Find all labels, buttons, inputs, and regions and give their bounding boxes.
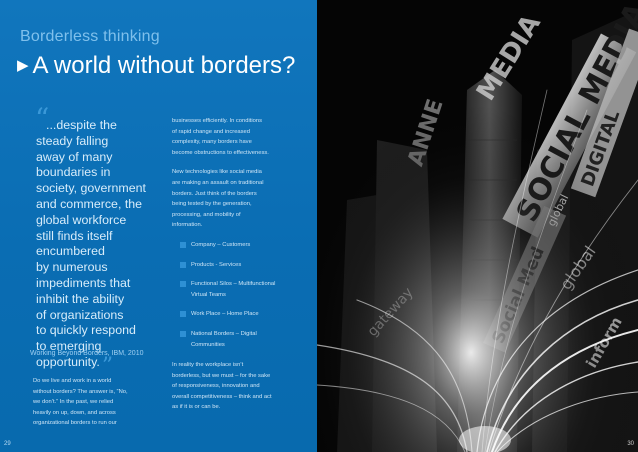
quote-attribution: Working Beyond Borders, IBM, 2010 <box>30 350 144 357</box>
body-line: Do we live and work in a world <box>33 378 112 384</box>
paragraph-2 <box>172 167 302 231</box>
quote-line: boundaries in <box>36 165 111 180</box>
list-item-text: Virtual Teams <box>191 291 226 298</box>
body-line: overall competitiveness – think and act <box>172 393 272 400</box>
body-line: In reality the workplace isn’t <box>172 362 244 369</box>
section-kicker: Borderless thinking <box>20 28 160 45</box>
photo-illustration <box>317 0 638 452</box>
body-line: processing, and mobility of <box>172 211 241 218</box>
body-line: complexity, many borders have <box>172 139 252 146</box>
quote-line: still finds itself <box>36 228 113 243</box>
social-media-cityscape-photo <box>317 0 638 452</box>
play-arrow-icon: ▶ <box>17 57 29 74</box>
quote-line: to emerging <box>36 339 102 354</box>
border-list <box>172 240 302 350</box>
quote-line: away of many <box>36 149 113 164</box>
list-item <box>172 309 302 320</box>
middle-column <box>172 116 302 422</box>
bullet-square-icon <box>180 311 186 317</box>
quote-line: impediments that <box>36 275 131 290</box>
body-line: being tested by the generation, <box>172 201 252 208</box>
body-line: we don’t.” In the past, we relied <box>33 399 114 406</box>
body-line: without borders? The answer is, “No, <box>33 388 128 395</box>
body-line: as if it is or can be. <box>172 404 221 411</box>
list-item-text: National Borders – Digital <box>191 330 257 337</box>
list-item <box>172 329 302 350</box>
quote-last-text: opportunity. <box>36 354 100 369</box>
pull-quote <box>35 102 174 379</box>
page-title-text: A world without borders? <box>32 52 296 79</box>
quote-line: to quickly respond <box>36 323 136 338</box>
list-item-text: Communities <box>191 341 225 348</box>
paragraph-1 <box>172 116 302 158</box>
body-line: organizational borders to run our <box>33 420 117 427</box>
quote-line: ...despite the <box>46 118 117 132</box>
list-item <box>172 240 302 251</box>
bullet-square-icon <box>180 331 186 337</box>
left-body-text <box>33 376 165 429</box>
quote-line: global workforce <box>36 212 127 227</box>
list-item-text: Work Place – Home Place <box>191 311 259 318</box>
list-item <box>172 279 302 300</box>
bullet-square-icon <box>180 281 186 287</box>
quote-line: encumbered <box>36 244 105 259</box>
body-line: information. <box>172 222 203 229</box>
page-title <box>17 52 295 80</box>
body-line: heavily on up, down, and across <box>33 409 116 416</box>
body-line: borders. Just think of the borders <box>172 190 257 197</box>
quote-line: inhibit the ability <box>36 291 125 306</box>
list-item <box>172 260 302 271</box>
close-quote-mark: ” <box>101 353 114 379</box>
list-item-text: Functional Silos – Multifunctional <box>191 281 276 288</box>
list-item-text: Company – Customers <box>191 241 251 248</box>
quote-line: steady falling <box>36 133 109 148</box>
body-line: borderless, but we must – for the sake <box>172 372 271 379</box>
bullet-square-icon <box>180 262 186 268</box>
open-quote-mark: “ <box>35 102 50 135</box>
list-item-text: Products - Services <box>191 261 242 268</box>
quote-line: and commerce, the <box>36 196 143 211</box>
quote-line: society, government <box>36 181 146 196</box>
body-line: are making an assault on traditional <box>172 179 264 186</box>
quote-line: by numerous <box>36 260 108 275</box>
body-line: businesses efficiently. In conditions <box>172 118 263 124</box>
paragraph-3 <box>172 360 302 413</box>
quote-line: of organizations <box>36 307 124 322</box>
body-line: of responsiveness, innovation and <box>172 383 260 390</box>
page-number-right: 30 <box>627 441 634 447</box>
bullet-square-icon <box>180 242 186 248</box>
page-number-left: 29 <box>4 441 11 447</box>
body-line: New technologies like social media <box>172 169 262 176</box>
body-line: of rapid change and increased <box>172 128 250 135</box>
body-line: become obstructions to effectiveness. <box>172 149 269 156</box>
